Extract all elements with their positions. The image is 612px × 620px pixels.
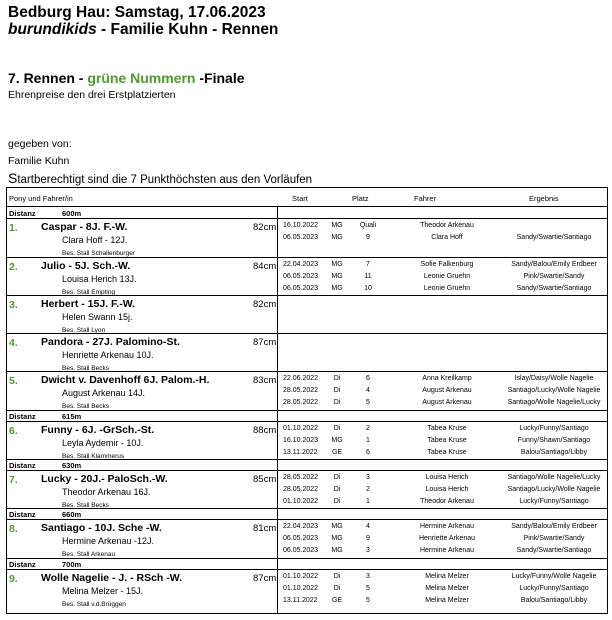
- result-platz: 3: [366, 573, 370, 580]
- pony-name: Herbert - 15J. F.-W.: [41, 298, 135, 310]
- distance-value: 600m: [62, 209, 82, 218]
- result-date: 28.05.2022: [283, 486, 319, 493]
- result-platz: 10: [364, 285, 372, 292]
- result-place: MG: [331, 222, 343, 229]
- rider-name: Louisa Herich 13J.: [62, 274, 137, 284]
- result-platz: 5: [366, 597, 370, 604]
- pony-name: Lucky - 20J.- PaloSch.-W.: [41, 473, 168, 485]
- result-place: MG: [331, 547, 343, 554]
- result-date: 13.11.2022: [283, 449, 318, 456]
- result-place: Di: [333, 573, 341, 580]
- col-platz: Platz: [352, 194, 369, 203]
- pony-row: [7, 296, 607, 334]
- result-place: Di: [333, 375, 341, 382]
- stall-owner: Bes. Stall Becks: [62, 403, 109, 410]
- pony-number: 1.: [9, 222, 18, 234]
- result-place: GE: [331, 449, 343, 456]
- result-outcome: Pink/Swartie/Sandy: [523, 535, 585, 542]
- race-green-label: grüne Nummern: [87, 70, 196, 86]
- result-date: 01.10.2022: [283, 585, 319, 592]
- result-place: MG: [331, 535, 343, 542]
- pony-number: 6.: [9, 425, 18, 437]
- result-outcome: Balou/Santiago/Libby: [520, 449, 588, 456]
- rider-name: Helen Swann 15j.: [62, 312, 133, 322]
- pony-row: [7, 471, 607, 509]
- pony-row: [7, 570, 607, 614]
- pony-number: 3.: [9, 299, 18, 311]
- result-platz: 5: [366, 585, 370, 592]
- results-table: [6, 187, 608, 614]
- result-platz: 1: [366, 437, 370, 444]
- col-fahrer: Fahrer: [414, 194, 437, 203]
- result-outcome: Sandy/Swartie/Santiago: [516, 285, 592, 292]
- result-platz: 2: [366, 486, 370, 493]
- pony-number: 7.: [9, 474, 18, 486]
- result-date: 06.05.2023: [283, 285, 319, 292]
- result-outcome: Sandy/Balou/Emily Erdbeer: [511, 523, 597, 530]
- result-driver: Leonie Gruehn: [423, 273, 471, 280]
- result-row: [7, 373, 607, 385]
- result-date: 22.04.2023: [283, 523, 319, 530]
- col-ergebnis: Ergebnis: [529, 194, 559, 203]
- pony-row: [7, 422, 607, 460]
- start-eligibility: [8, 170, 312, 186]
- pony-number: 8.: [9, 523, 18, 535]
- result-platz: 5: [366, 399, 370, 406]
- rider-name: Clara Hoff - 12J.: [62, 235, 128, 245]
- result-row: [7, 271, 607, 283]
- pony-height: 88cm: [253, 425, 277, 436]
- result-place: Di: [333, 486, 341, 493]
- result-driver: Leonie Gruehn: [423, 285, 471, 292]
- result-date: 22.06.2022: [283, 375, 319, 382]
- pony-number: 9.: [9, 573, 18, 585]
- result-driver: Tabea Kruse: [427, 437, 467, 444]
- result-platz: 1: [366, 498, 370, 505]
- result-driver: Louisa Herich: [425, 474, 469, 481]
- result-outcome: Santiago/Wolle Nagelie/Lucky: [507, 474, 601, 481]
- result-outcome: Sandy/Balou/Emily Erdbeer: [511, 261, 597, 268]
- rider-name: August Arkenau 14J.: [62, 388, 146, 398]
- result-row: [7, 447, 607, 459]
- result-place: MG: [331, 273, 343, 280]
- pony-height: 82cm: [253, 222, 277, 233]
- stall-owner: Bes. Stall Becks: [62, 502, 109, 509]
- result-date: 01.10.2022: [283, 498, 319, 505]
- rider-name: Melina Melzer - 15J.: [62, 586, 144, 596]
- distance-value: 700m: [62, 560, 82, 569]
- result-row: [7, 472, 607, 484]
- result-driver: Theodor Arkenau: [420, 498, 474, 505]
- pony-number: 2.: [9, 261, 18, 273]
- pony-height: 85cm: [253, 474, 277, 485]
- result-date: 01.10.2022: [283, 573, 319, 580]
- pony-row: [7, 372, 607, 411]
- rider-name: Theodor Arkenau 16J.: [62, 487, 151, 497]
- result-date: 28.05.2022: [283, 387, 319, 394]
- brand-name: burundikids: [8, 21, 97, 38]
- distance-label: Distanz: [9, 510, 36, 519]
- result-platz: 9: [366, 234, 370, 241]
- result-row: [7, 545, 607, 557]
- result-platz: 2: [366, 425, 370, 432]
- result-place: Di: [333, 474, 341, 481]
- result-platz: 11: [364, 273, 372, 280]
- result-outcome: Santiago/Lucky/Wolle Nagelie: [507, 486, 601, 493]
- result-platz: 6: [366, 375, 370, 382]
- col-start: Start: [292, 194, 308, 203]
- col-pony: Pony und Fahrer/in: [9, 194, 73, 203]
- result-driver: Anna Kreilkamp: [422, 375, 472, 382]
- stall-owner: Bes. Stall Becks: [62, 365, 109, 372]
- result-outcome: Lucky/Funny/Santiago: [519, 425, 589, 432]
- rider-name: Leyla Aydemir - 10J.: [62, 438, 144, 448]
- page-title: Bedburg Hau: Samstag, 17.06.2023: [8, 4, 266, 21]
- stall-owner: Bes. Stall Klammerus: [62, 453, 125, 460]
- pony-number: 5.: [9, 375, 18, 387]
- result-date: 22.04.2023: [283, 261, 319, 268]
- result-date: 16.10.2023: [283, 437, 319, 444]
- result-driver: Melina Melzer: [425, 573, 469, 580]
- result-date: 13.11.2022: [283, 597, 318, 604]
- result-row: [7, 521, 607, 533]
- result-platz: Quali: [359, 222, 377, 229]
- result-outcome: Islay/Daisy/Wolle Nagelie: [514, 375, 594, 382]
- result-place: Di: [333, 399, 341, 406]
- result-row: [7, 385, 607, 397]
- pony-row: [7, 219, 607, 258]
- pony-name: Funny - 6J. -GrSch.-St.: [41, 424, 155, 436]
- result-platz: 6: [366, 449, 370, 456]
- result-driver: Melina Melzer: [425, 585, 469, 592]
- result-outcome: Funny/Shawn/Santiago: [517, 437, 591, 444]
- result-row: [7, 435, 607, 447]
- result-place: MG: [331, 261, 343, 268]
- distance-value: 660m: [62, 510, 82, 519]
- result-date: 28.05.2022: [283, 474, 319, 481]
- pony-row: [7, 258, 607, 296]
- result-row: [7, 220, 607, 232]
- result-date: 06.05.2023: [283, 273, 319, 280]
- pony-height: 87cm: [253, 573, 277, 584]
- result-row: [7, 533, 607, 545]
- pony-row: [7, 334, 607, 372]
- pony-name: Julio - 5J. Sch.-W.: [41, 260, 131, 272]
- pony-height: 81cm: [253, 523, 277, 534]
- result-outcome: Lucky/Funny/Wolle Nagelie: [511, 573, 597, 580]
- rider-name: Hermine Arkenau -12J.: [62, 536, 155, 546]
- distance-label: Distanz: [9, 209, 36, 218]
- result-driver: Tabea Kruse: [427, 425, 467, 432]
- result-outcome: Santiago/Lucky/Wolle Nagelie: [507, 387, 601, 394]
- pony-name: Santiago - 10J. Sche -W.: [41, 522, 162, 534]
- start-cap: S: [8, 170, 18, 186]
- result-outcome: Pink/Swartie/Sandy: [523, 273, 585, 280]
- result-place: MG: [331, 285, 343, 292]
- distance-label: Distanz: [9, 560, 36, 569]
- pony-name: Wolle Nagelie - J. - RSch -W.: [41, 572, 182, 584]
- stall-owner: Bes. Stall v.d.Brüggen: [62, 601, 126, 608]
- pony-number: 4.: [9, 337, 18, 349]
- result-row: [7, 259, 607, 271]
- result-row: [7, 583, 607, 595]
- result-platz: 7: [366, 261, 370, 268]
- race-suffix: -Finale: [195, 70, 245, 86]
- pony-name: Caspar - 8J. F.-W.: [41, 221, 128, 233]
- given-by-name: Familie Kuhn: [8, 155, 70, 167]
- pony-height: 84cm: [253, 261, 277, 272]
- distance-value: 615m: [62, 412, 82, 421]
- subtitle-rest: - Familie Kuhn - Rennen: [96, 21, 279, 38]
- result-row: [7, 484, 607, 496]
- result-driver: Theodor Arkenau: [420, 222, 474, 229]
- result-platz: 9: [366, 535, 370, 542]
- result-row: [7, 496, 607, 508]
- result-driver: Sofie Falkenburg: [420, 261, 474, 268]
- result-outcome: Balou/Santiago/Libby: [520, 597, 588, 604]
- result-place: MG: [331, 437, 343, 444]
- result-driver: August Arkenau: [422, 387, 472, 394]
- pony-height: 82cm: [253, 299, 277, 310]
- distance-value: 630m: [62, 461, 82, 470]
- result-outcome: Sandy/Swartie/Santiago: [516, 547, 592, 554]
- pony-name: Pandora - 27J. Palomino-St.: [41, 336, 180, 348]
- result-place: Di: [333, 498, 341, 505]
- result-row: [7, 397, 607, 409]
- result-driver: Hermine Arkenau: [419, 523, 475, 530]
- result-platz: 3: [366, 547, 370, 554]
- result-platz: 4: [366, 523, 370, 530]
- result-place: Di: [333, 425, 341, 432]
- table-header: [7, 188, 607, 207]
- result-place: Di: [333, 585, 341, 592]
- result-driver: Hermine Arkenau: [419, 547, 475, 554]
- result-date: 06.05.2023: [283, 547, 319, 554]
- result-row: [7, 232, 607, 244]
- result-place: MG: [331, 234, 343, 241]
- result-outcome: Lucky/Funny/Santiago: [519, 585, 589, 592]
- result-date: 28.05.2022: [283, 399, 319, 406]
- result-place: MG: [331, 523, 343, 530]
- result-date: 06.05.2023: [283, 535, 319, 542]
- start-rest: tartberechtigt sind die 7 Punkthöchsten aus den Vorläufen: [17, 174, 313, 186]
- result-place: Di: [333, 387, 341, 394]
- race-prefix: 7. Rennen -: [8, 70, 88, 86]
- result-platz: 4: [366, 387, 370, 394]
- pony-height: 83cm: [253, 375, 277, 386]
- result-row: [7, 571, 607, 583]
- given-by-label: gegeben von:: [8, 138, 72, 150]
- stall-owner: Bes. Stall Schallenburger: [62, 250, 135, 257]
- rider-name: Henriette Arkenau 10J.: [62, 350, 154, 360]
- result-row: [7, 283, 607, 295]
- result-outcome: Santiago/Wolle Nagelie/Lucky: [507, 399, 601, 406]
- distance-label: Distanz: [9, 412, 36, 421]
- result-row: [7, 423, 607, 435]
- result-row: [7, 595, 607, 607]
- distance-label: Distanz: [9, 461, 36, 470]
- prize-text: Ehrenpreise den drei Erstplatzierten: [8, 89, 176, 101]
- result-driver: Louisa Herich: [425, 486, 469, 493]
- result-place: GE: [331, 597, 343, 604]
- stall-owner: Bes. Stall Arkenau: [62, 551, 116, 558]
- result-driver: Clara Hoff: [431, 234, 463, 241]
- result-driver: August Arkenau: [422, 399, 472, 406]
- stall-owner: Bes. Stall Lyon: [62, 327, 106, 334]
- result-platz: 3: [366, 474, 370, 481]
- result-outcome: Lucky/Funny/Santiago: [519, 498, 589, 505]
- pony-name: Dwicht v. Davenhoff 6J. Palom.-H.: [41, 374, 210, 386]
- page-subtitle: [8, 21, 278, 39]
- result-driver: Melina Melzer: [425, 597, 469, 604]
- pony-height: 87cm: [253, 337, 277, 348]
- pony-row: [7, 520, 607, 559]
- result-driver: Henriette Arkenau: [418, 535, 476, 542]
- result-date: 16.10.2022: [283, 222, 319, 229]
- result-outcome: Sandy/Swartie/Santiago: [516, 234, 592, 241]
- result-date: 01.10.2022: [283, 425, 319, 432]
- race-title: [8, 70, 245, 86]
- stall-owner: Bes. Stall Empting: [62, 289, 116, 296]
- result-driver: Tabea Kruse: [427, 449, 467, 456]
- result-date: 06.05.2023: [283, 234, 319, 241]
